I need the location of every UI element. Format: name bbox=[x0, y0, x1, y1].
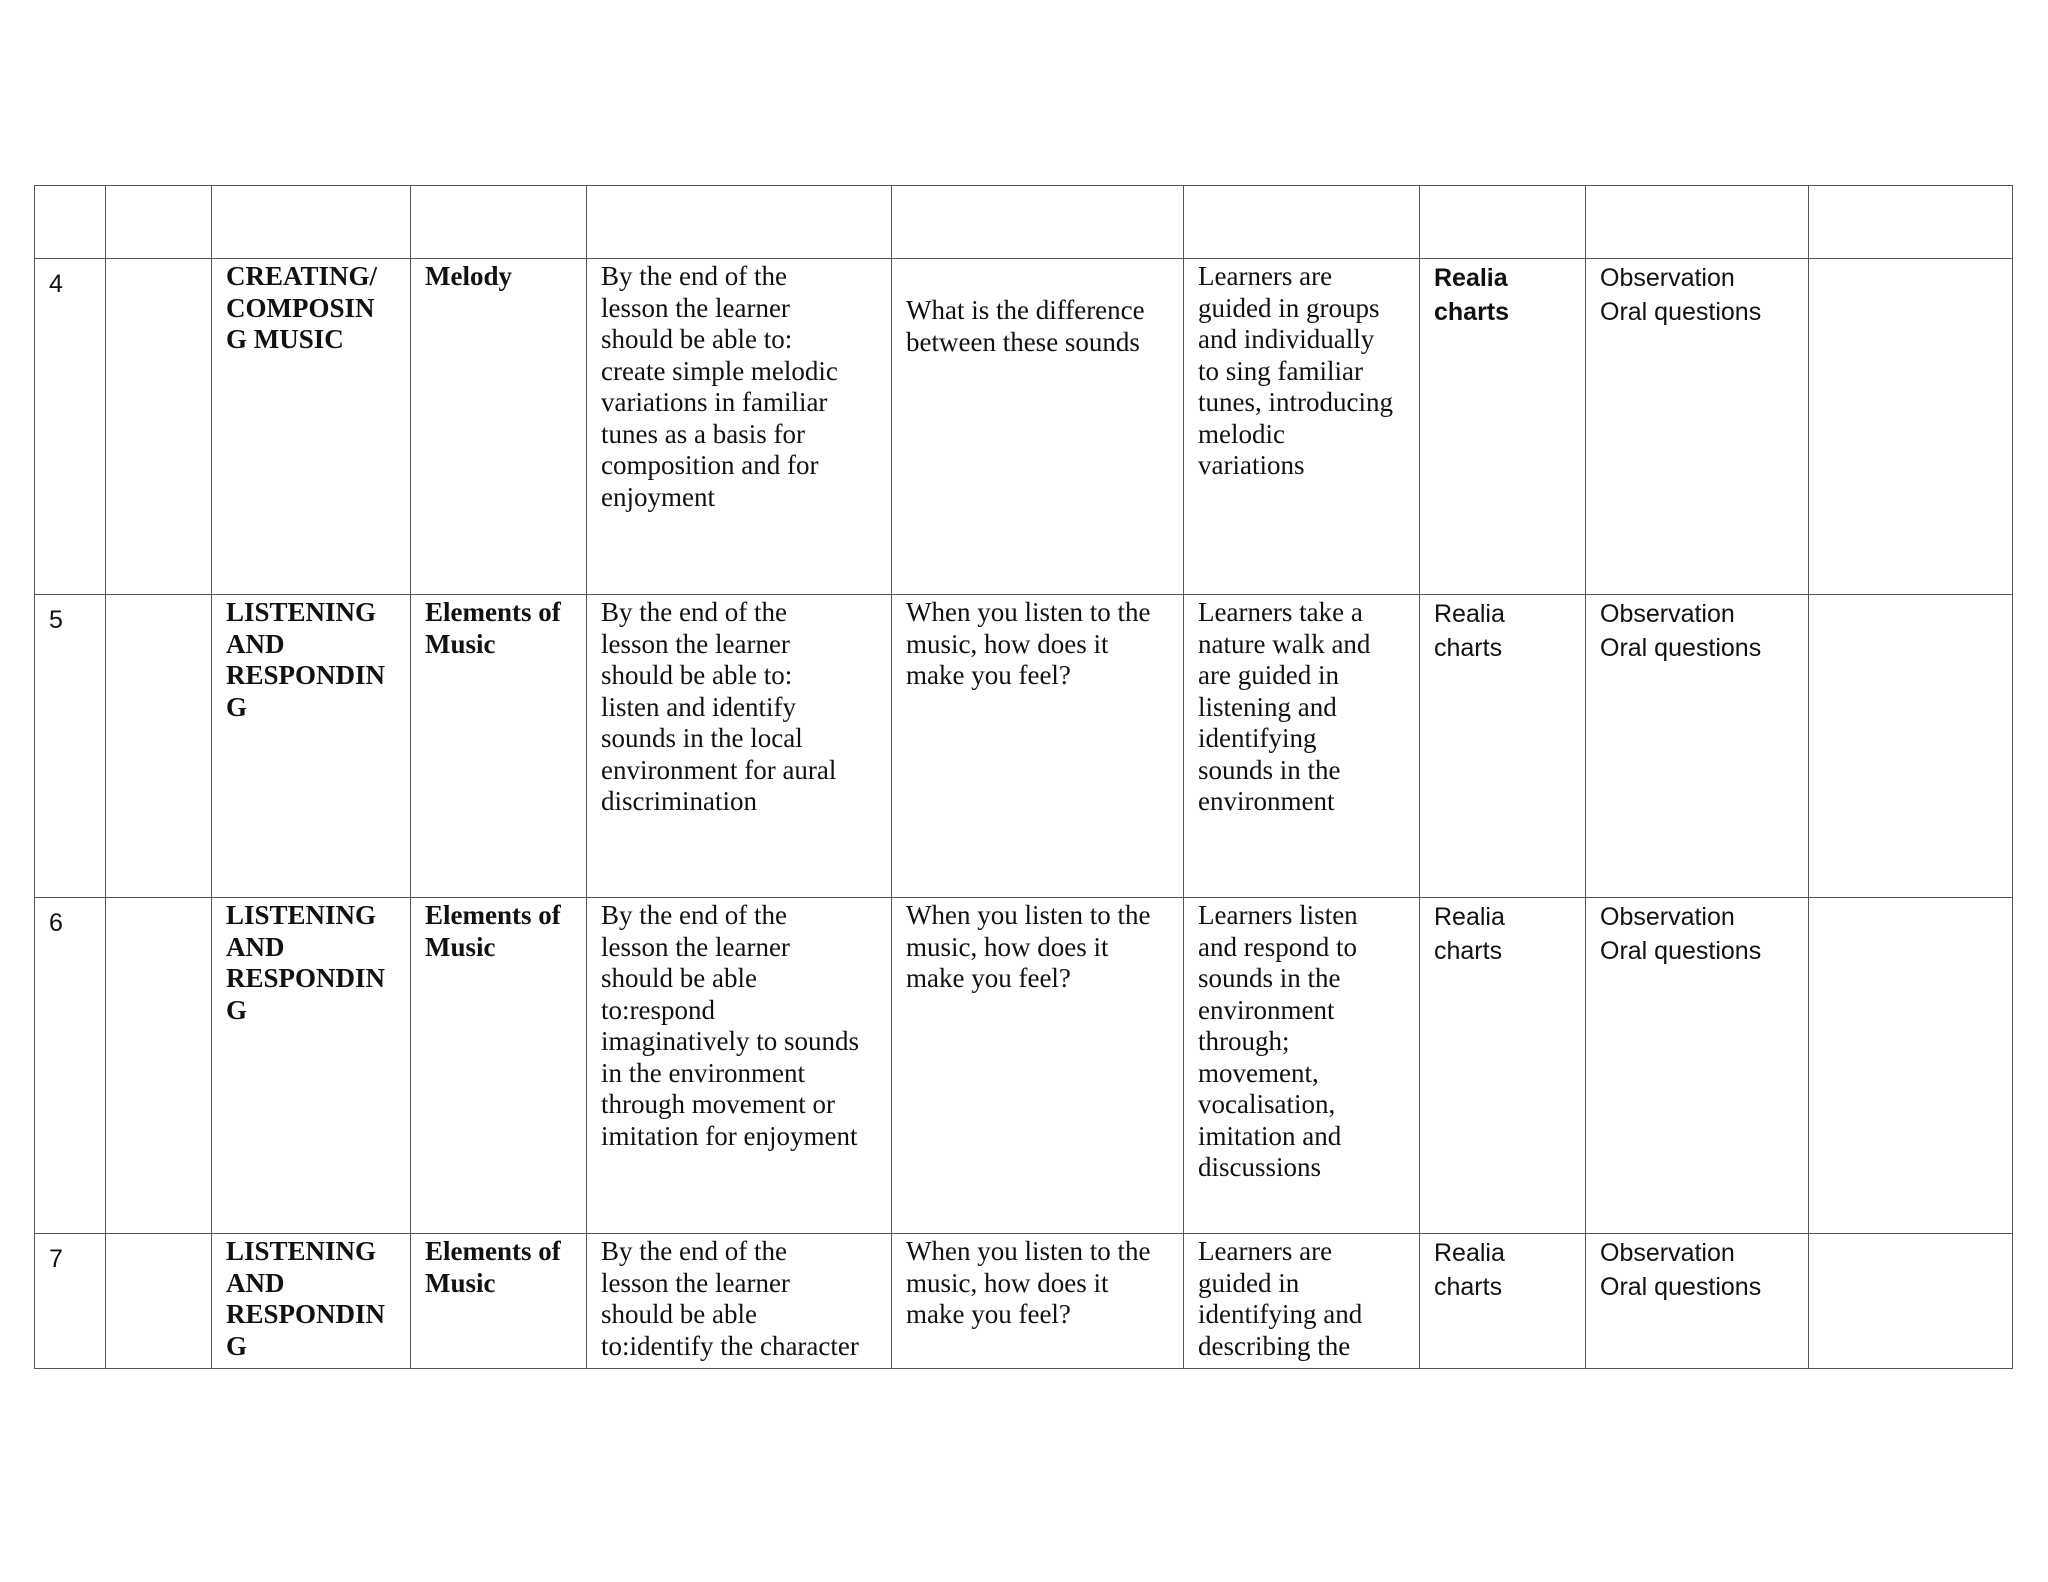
table-row bbox=[35, 259, 2013, 595]
scheme-of-work-table bbox=[34, 185, 2013, 1369]
experiences-cell bbox=[1184, 1234, 1420, 1369]
table-cell bbox=[892, 186, 1184, 259]
lesson-cell bbox=[106, 898, 212, 1234]
week-number: 6 bbox=[49, 909, 63, 937]
blank-header-row bbox=[35, 186, 2013, 259]
inquiry-cell bbox=[892, 898, 1184, 1234]
table-cell bbox=[1420, 186, 1586, 259]
remarks-cell bbox=[1809, 898, 2013, 1234]
outcome-cell bbox=[587, 1234, 892, 1369]
assessment-text: Observation Oral questions bbox=[1600, 1239, 1762, 1301]
resources-cell bbox=[1420, 1234, 1586, 1369]
sub-strand-text: Elements of Music bbox=[425, 900, 561, 962]
sub-strand-cell bbox=[411, 259, 587, 595]
table-row bbox=[35, 595, 2013, 898]
lesson-cell bbox=[106, 259, 212, 595]
experiences-cell bbox=[1184, 259, 1420, 595]
experiences-cell bbox=[1184, 898, 1420, 1234]
strand-text: LISTENING AND RESPONDIN G bbox=[226, 597, 386, 722]
learning-outcome-text: By the end of the lesson the learner should be able to: create simple melodic variations in familiar tunes as a basis for composition and for enjoyment bbox=[601, 261, 838, 512]
learning-outcome-text: By the end of the lesson the learner should be able to:respond imaginatively to sounds in the environment through movement or imitation for enjoyment bbox=[601, 900, 859, 1151]
table-cell bbox=[1586, 186, 1809, 259]
table-cell bbox=[411, 186, 587, 259]
week-cell bbox=[35, 595, 106, 898]
table-cell bbox=[212, 186, 411, 259]
assessment-cell bbox=[1586, 898, 1809, 1234]
resources-text: Realia charts bbox=[1434, 264, 1510, 326]
inquiry-question-text: When you listen to the music, how does it make you feel? bbox=[906, 597, 1151, 690]
assessment-text: Observation Oral questions bbox=[1600, 264, 1762, 326]
sub-strand-text: Elements of Music bbox=[425, 597, 561, 659]
inquiry-cell bbox=[892, 595, 1184, 898]
assessment-cell bbox=[1586, 259, 1809, 595]
week-cell bbox=[35, 259, 106, 595]
resources-text: Realia charts bbox=[1434, 600, 1505, 662]
remarks-cell bbox=[1809, 1234, 2013, 1369]
strand-text: LISTENING AND RESPONDIN G bbox=[226, 1236, 386, 1361]
sub-strand-cell bbox=[411, 1234, 587, 1369]
inquiry-cell bbox=[892, 259, 1184, 595]
lesson-cell bbox=[106, 595, 212, 898]
assessment-cell bbox=[1586, 595, 1809, 898]
table-cell bbox=[106, 186, 212, 259]
learning-outcome-text: By the end of the lesson the learner should be able to: listen and identify sounds in the local environment for aural discrimination bbox=[601, 597, 837, 816]
table-row bbox=[35, 1234, 2013, 1369]
lesson-cell bbox=[106, 1234, 212, 1369]
remarks-cell bbox=[1809, 259, 2013, 595]
sub-strand-text: Melody bbox=[425, 261, 512, 291]
week-number: 7 bbox=[49, 1245, 63, 1273]
assessment-cell bbox=[1586, 1234, 1809, 1369]
resources-cell bbox=[1420, 595, 1586, 898]
inquiry-cell bbox=[892, 1234, 1184, 1369]
strand-cell bbox=[212, 898, 411, 1234]
remarks-cell bbox=[1809, 595, 2013, 898]
assessment-text: Observation Oral questions bbox=[1600, 903, 1762, 965]
outcome-cell bbox=[587, 898, 892, 1234]
table-row bbox=[35, 898, 2013, 1234]
table-cell bbox=[35, 186, 106, 259]
table-cell bbox=[587, 186, 892, 259]
strand-text: LISTENING AND RESPONDIN G bbox=[226, 900, 386, 1025]
learning-experiences-text: Learners listen and respond to sounds in the environment through; movement, vocalisation, imitation and discussions bbox=[1198, 900, 1358, 1182]
table-cell bbox=[1809, 186, 2013, 259]
resources-cell bbox=[1420, 259, 1586, 595]
outcome-cell bbox=[587, 259, 892, 595]
strand-cell bbox=[212, 259, 411, 595]
outcome-cell bbox=[587, 595, 892, 898]
experiences-cell bbox=[1184, 595, 1420, 898]
learning-experiences-text: Learners are guided in groups and individually to sing familiar tunes, introducing melodic variations bbox=[1198, 261, 1393, 480]
learning-experiences-text: Learners take a nature walk and are guided in listening and identifying sounds in the environment bbox=[1198, 597, 1371, 816]
week-number: 4 bbox=[49, 270, 63, 298]
strand-text: CREATING/ COMPOSIN G MUSIC bbox=[226, 261, 378, 354]
sub-strand-cell bbox=[411, 898, 587, 1234]
strand-cell bbox=[212, 595, 411, 898]
week-cell bbox=[35, 1234, 106, 1369]
learning-outcome-text: By the end of the lesson the learner should be able to:identify the character bbox=[601, 1236, 859, 1361]
resources-text: Realia charts bbox=[1434, 1239, 1505, 1301]
sub-strand-cell bbox=[411, 595, 587, 898]
strand-cell bbox=[212, 1234, 411, 1369]
inquiry-question-text: When you listen to the music, how does it make you feel? bbox=[906, 900, 1151, 993]
week-cell bbox=[35, 898, 106, 1234]
sub-strand-text: Elements of Music bbox=[425, 1236, 561, 1298]
table-cell bbox=[1184, 186, 1420, 259]
resources-cell bbox=[1420, 898, 1586, 1234]
learning-experiences-text: Learners are guided in identifying and describing the bbox=[1198, 1236, 1363, 1361]
assessment-text: Observation Oral questions bbox=[1600, 600, 1762, 662]
resources-text: Realia charts bbox=[1434, 903, 1505, 965]
inquiry-question-text: When you listen to the music, how does it make you feel? bbox=[906, 1236, 1151, 1329]
inquiry-question-text: What is the difference between these sounds bbox=[906, 295, 1145, 357]
week-number: 5 bbox=[49, 606, 63, 634]
